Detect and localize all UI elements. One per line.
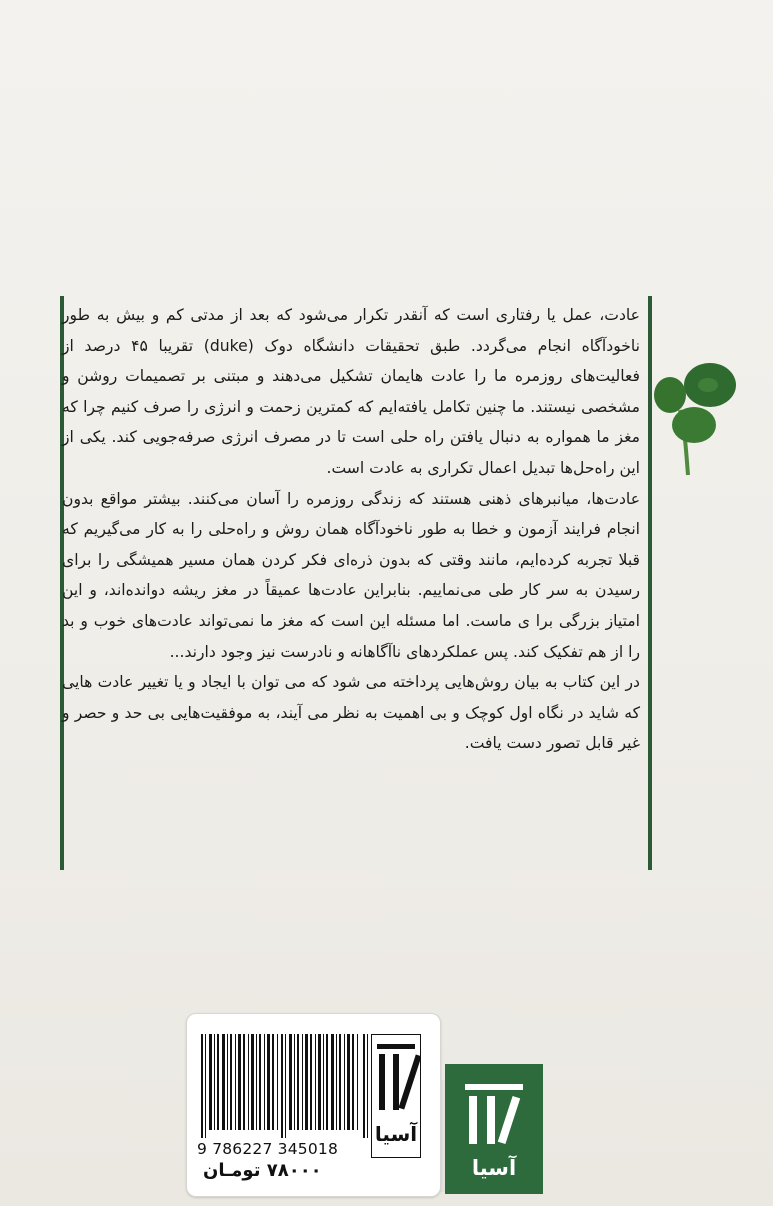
sticker-publisher-logo bbox=[371, 1034, 421, 1158]
sticker-publisher-name: آسیا bbox=[374, 1122, 418, 1146]
isbn-barcode bbox=[199, 1034, 371, 1138]
price-label: ۷۸۰۰۰ تومـان bbox=[203, 1160, 322, 1181]
barcode-sticker bbox=[186, 1013, 441, 1197]
back-cover-blurb bbox=[62, 300, 640, 759]
blurb-paragraph-2: عادت‌ها، میانبرهای ذهنی هستند که زندگی روزمره را آسان می‌کنند. بیشتر مواقع بدون انجام فرایند آزمون و خطا به طور ناخودآگاه همان روش و راه‌حلی را به کار می‌گیریم که قبلا تجربه کرده‌ایم، مانند وقتی که بدون ذره‌ای فکر کردن همان مسیر همیشگی را برای رسیدن به سر کار طی می‌نماییم. بنابراین عادت‌ها عمیقاً در مغز ریشه دوانده‌اند، و این امتیاز بزرگی برا ی ماست. اما مسئله این است که مغز ما نمی‌تواند عادت‌های خوب و بد را از هم تفکیک کند. پس عملکردهای ناآگاهانه و نادرست نیز وجود دارند... bbox=[62, 489, 640, 661]
publisher-name: آسیا bbox=[471, 1156, 517, 1180]
blurb-paragraph-3: در این کتاب به بیان روش‌هایی پرداخته می شود که می توان با ایجاد و یا تغییر عادت هایی که شاید در نگاه اول کوچک و بی اهمیت به نظر می آیند، به موفقیت‌هایی بی حد و حصر و غیر قابل تصور دست یافت. bbox=[62, 673, 640, 753]
isbn-number: 9 786227 345018 bbox=[197, 1140, 339, 1158]
blurb-paragraph-1: عادت، عمل یا رفتاری است که آنقدر تکرار می‌شود که بعد از مدتی کم و بیش به طور ناخودآگاه انجام می‌گردد. طبق تحقیقات دانشگاه دوک (duke) تقریبا ۴۵ درصد از فعالیت‌های روزمره ما را عادت هایمان تشکیل می‌دهند و مبتنی بر تصمیمات روشن و مشخصی نیستند. ما چنین تکامل یافته‌ایم که کمترین زحمت و انرژی را صرف کنیم چرا که مغز ما همواره به دنبال یافتن راه حلی است تا در مصرف انرژی صرفه‌جویی کند. یکی از این راه‌حل‌ها تبدیل اعمال تکراری به عادت است. bbox=[62, 306, 640, 477]
clover-illustration bbox=[650, 350, 750, 480]
publisher-logo bbox=[445, 1064, 543, 1194]
